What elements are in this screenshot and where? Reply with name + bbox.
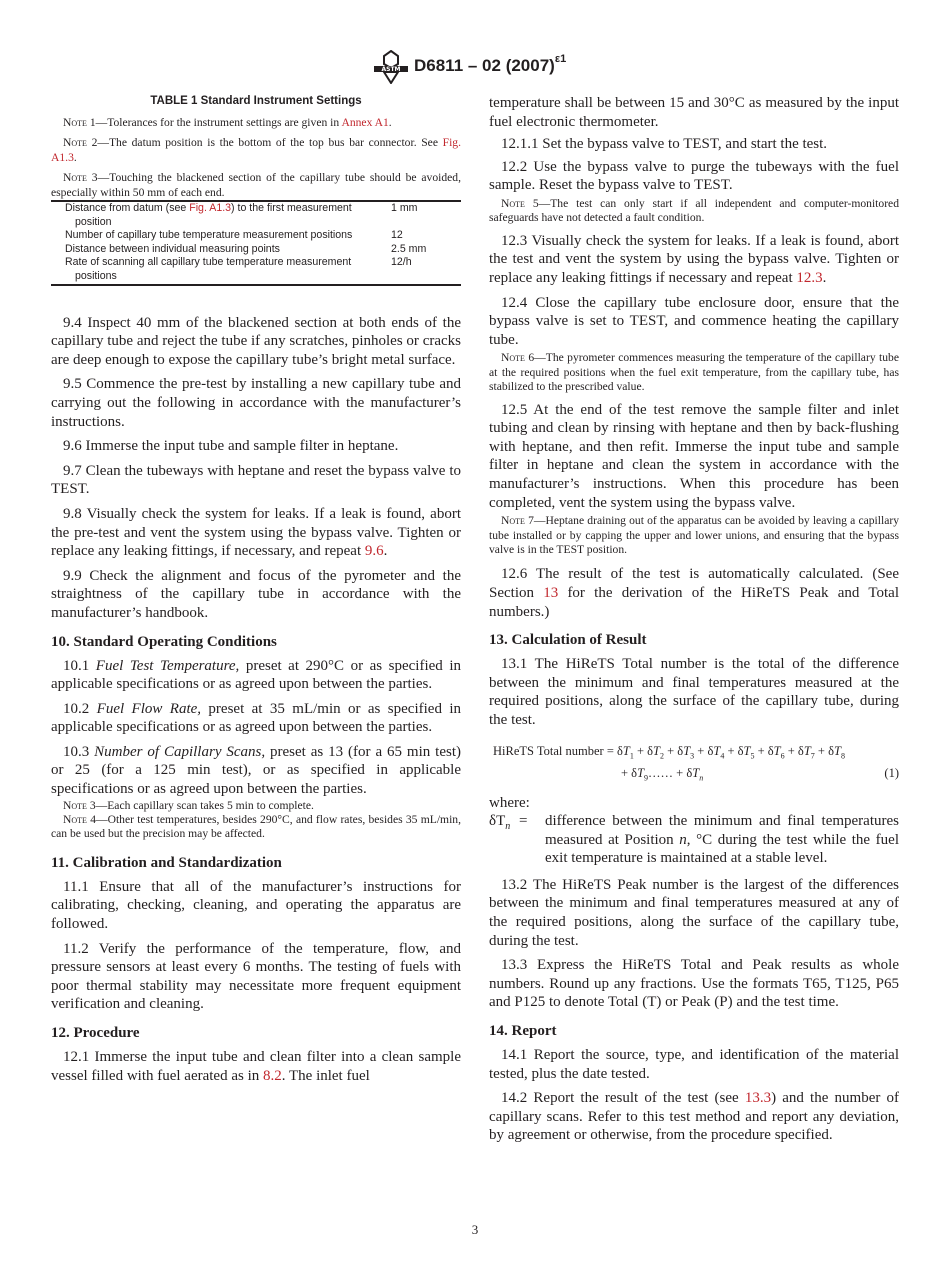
table-note-2: Note 2—The datum position is the bottom of the top bus bar connector. See Fig. A1.3.	[51, 136, 461, 164]
section-13-link[interactable]: 13	[543, 584, 559, 601]
para-9-8: 9.8 Visually check the system for leaks. If a leak is found, abort the pre-test and vent the system using the bypass valve. Tighten or replace any leaking fittings, if necessary, and repeat 9.6.	[51, 505, 461, 560]
para-12-1: 12.1 Immerse the input tube and clean filter into a clean sample vessel filled with fuel aerated as in 8.2. The inlet fuel	[51, 1049, 461, 1084]
equation-number: (1)	[884, 765, 899, 780]
para-9-5: 9.5 Commence the pre-test by installing a new capillary tube and carrying out the following in accordance with the manufacturer’s instructions.	[51, 376, 461, 430]
annex-a1-link[interactable]: Annex A1	[341, 116, 389, 129]
para-10-2: 10.2 Fuel Flow Rate, preset at 35 mL/min or as specified in applicable specifications or as agreed upon between the parties.	[51, 700, 462, 736]
astm-logo	[372, 50, 410, 84]
definition-delta-tn: $\delta T_n$ = difference between the minimum and final temperatures measured at Position n, °C during the test while the fuel exit temperature is maintained at a stable level.	[489, 813, 900, 867]
table-title: TABLE 1 Standard Instrument Settings	[150, 95, 362, 107]
page-header	[0, 50, 950, 84]
table-note-3: Note 3—Touching the blackened section of the capillary tube should be avoided, especially within 50 mm of each end.	[51, 171, 461, 199]
note-5: Note 5—The test can only start if all independent and computer-monitored safeguards have not detected a fault condition.	[489, 196, 899, 225]
section-13-3-link[interactable]: 13.3	[744, 1090, 772, 1107]
para-14-1: 14.1 Report the source, type, and identification of the material tested, plus the date tested.	[489, 1047, 899, 1082]
para-12-6: 12.6 The result of the test is automatically calculated. (See Section 13 for the derivation of the HiReTS Peak and Total numbers.)	[489, 566, 899, 620]
para-12-2: 12.2 Use the bypass valve to purge the tubeways with the fuel sample. Reset the bypass valve to TEST.	[489, 158, 899, 194]
section-14-heading: 14. Report	[489, 1023, 557, 1040]
para-12-5: 12.5 At the end of the test remove the sample filter and inlet tubing and clean by rinsing with heptane and then by back-flushing with heptane, and then refit. Immerse the input tube and sample filter in heptane and clean the system in accordance with the manufacturer’s instructions. When this procedure has been completed, vent the system using the bypass valve.	[489, 401, 899, 511]
table-cell-value: 2.5 mm	[391, 242, 427, 255]
note-4: Note 4—Other test temperatures, besides 290°C, and flow rates, besides 35 mL/min, can be used but the precision may be affected.	[51, 813, 461, 841]
table-cell-value: 1 mm	[391, 202, 418, 215]
section-10-heading: 10. Standard Operating Conditions	[51, 633, 277, 650]
table-cell-label: Distance from datum (see Fig. A1.3) to the first measurement position	[65, 202, 352, 228]
section-11-heading: 11. Calibration and Standardization	[51, 854, 282, 871]
para-12-4: 12.4 Close the capillary tube enclosure door, ensure that the bypass valve is set to TEST, and commence heating the capillary tube.	[489, 294, 899, 348]
page-number: 3	[471, 1222, 479, 1237]
table-note-1: Note 1—Tolerances for the instrument settings are given in Annex A1.	[63, 116, 392, 129]
where-label: where:	[489, 794, 530, 811]
para-9-4: 9.4 Inspect 40 mm of the blackened section at both ends of the capillary tube and reject the tube if any scratches, pinholes or cracks are deep enough to expose the capillary tube’s bright metal surface.	[51, 314, 461, 368]
table-cell-label: Rate of scanning all capillary tube temperature measurement positions	[65, 256, 352, 282]
fig-a13-link[interactable]: Fig. A1.3	[189, 202, 232, 215]
para-11-2: 11.2 Verify the performance of the temperature, flow, and pressure sensors at least every 6 months. The testing of fuels with poor thermal stability may necessitate more frequent equipment verification and cleaning.	[51, 940, 461, 1013]
section-12-heading: 12. Procedure	[51, 1025, 140, 1042]
table-cell-value: 12/h	[391, 256, 412, 269]
para-13-2: 13.2 The HiReTS Peak number is the largest of the differences between the minimum and final temperatures measured at any of the required positions, along the surface of the capillary tube, during the test.	[489, 876, 899, 949]
settings-table	[51, 200, 461, 286]
para-9-6: 9.6 Immerse the input tube and sample filter in heptane.	[63, 438, 399, 455]
table-cell-value: 12	[391, 229, 403, 242]
para-12-1-cont: temperature shall be between 15 and 30°C as measured by the input fuel electronic thermometer.	[489, 95, 899, 130]
table-cell-label: Distance between individual measuring points	[65, 242, 280, 255]
para-10-3: 10.3 Number of Capillary Scans, preset as 13 (for a 65 min test) or 25 (for a 125 min test), or as specified in applicable specifications or as agreed upon between the parties.	[51, 743, 461, 798]
note-3: Note 3—Each capillary scan takes 5 min to complete.	[63, 798, 314, 812]
table-row	[51, 201, 461, 229]
table-row	[51, 243, 461, 257]
equation-label: HiReTS Total number	[493, 743, 604, 758]
para-9-9: 9.9 Check the alignment and focus of the pyrometer and the straightness of the capillary tube in accordance with the manufacturer’s handbook.	[51, 567, 461, 621]
para-13-3: 13.3 Express the HiReTS Total and Peak results as whole numbers. Round up any fractions. Use the formats T65, T125, P65 and P125 to denote Total (T) or Peak (P) and the test time.	[489, 957, 899, 1011]
note-6: Note 6—The pyrometer commences measuring the temperature of the capillary tube at the required positions when the fuel exit temperature, from the capillary tube, has stabilized to the prescribed value.	[489, 351, 899, 394]
para-14-2: 14.2 Report the result of the test (see 13.3) and the number of capillary scans. Refer to this test method and report any deviation, by agreement or otherwise, from the procedure specified.	[489, 1090, 899, 1144]
para-13-1: 13.1 The HiReTS Total number is the total of the difference between the minimum and final temperatures measured at the required positions, along the surface of the capillary tube, during the test.	[489, 656, 899, 728]
para-12-3: 12.3 Visually check the system for leaks. If a leak is found, abort the test and vent the system by using the bypass valve. Tighten or replace any leaking fittings if necessary and repeat 12.3.	[489, 232, 899, 286]
table-row	[51, 229, 461, 243]
fig-a13-link[interactable]: Fig. A1.3	[51, 136, 461, 164]
para-9-7: 9.7 Clean the tubeways with heptane and reset the bypass valve to TEST.	[51, 462, 461, 498]
note-7: Note 7—Heptane draining out of the apparatus can be avoided by leaving a capillary tube installed or by capping the upper and lower unions, and ensuring that the bypass valve is in the TEST position.	[489, 514, 899, 556]
section-12-3-link[interactable]: 12.3	[796, 269, 823, 286]
section-9-6-link[interactable]: 9.6	[364, 543, 384, 560]
equation-1: HiReTS Total number = $\delta T_1 + \delta T_2 + \delta T_3 + \delta T_4 + \delta T_5 + \delta T_6 + \delta T_7 + \delta T_8$ + $\delta T_9\dots\dots + \delta T_n$ (1)	[493, 743, 899, 782]
left-column	[51, 94, 461, 1085]
section-8-2-link[interactable]: 8.2	[263, 1067, 282, 1084]
section-13-heading: 13. Calculation of Result	[489, 632, 647, 649]
para-10-1: 10.1 Fuel Test Temperature, preset at 290°C or as specified in applicable specifications or as agreed upon between the parties.	[51, 657, 461, 693]
designation-superscript: ε1	[554, 53, 567, 65]
para-12-1-1: 12.1.1 Set the bypass valve to TEST, and start the test.	[501, 136, 828, 153]
table-cell-label: Number of capillary tube temperature measurement positions	[65, 229, 353, 242]
standard-designation: D6811 – 02 $(2007)^{\varepsilon 1}$	[414, 53, 567, 75]
para-11-1: 11.1 Ensure that all of the manufacturer’s instructions for calibrating, checking, cleaning, and operating the apparatus are followed.	[51, 878, 461, 933]
right-column	[489, 94, 899, 1145]
table-row	[51, 256, 461, 284]
svg-text:ASTM: ASTM	[381, 66, 401, 73]
